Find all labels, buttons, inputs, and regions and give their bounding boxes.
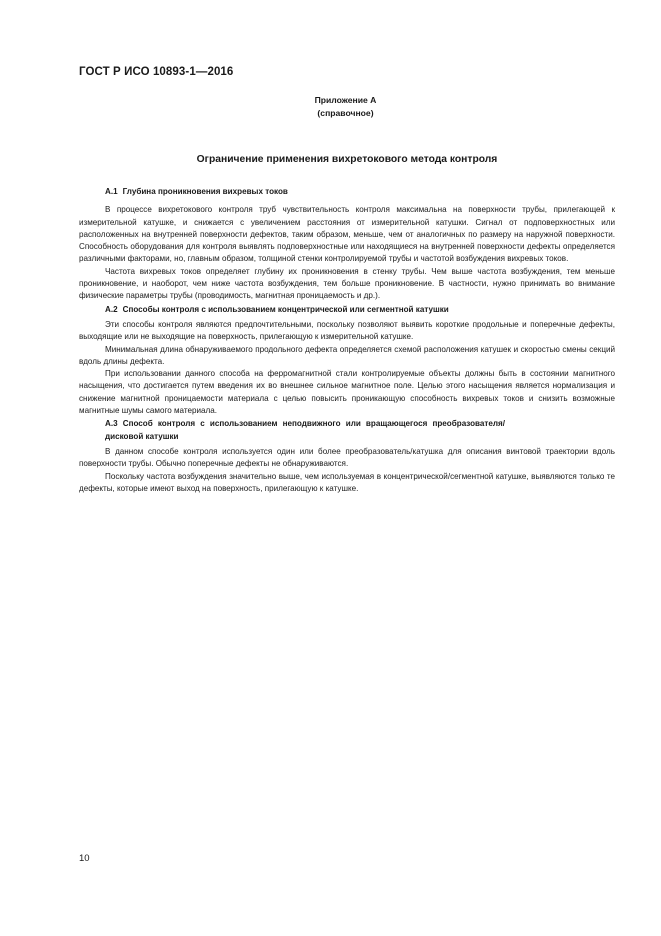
section-number: А.3: [105, 419, 118, 429]
section-heading-a3: [79, 418, 505, 443]
appendix-title: Приложение А: [314, 95, 377, 105]
paragraph: Эти способы контроля являются предпочтительными, поскольку позволяют выявить короткие продольные и поперечные дефекты, выходящие или не выходящие на поверхность, прилегающую к измерительной катушке.: [79, 319, 615, 342]
paragraph: Поскольку частота возбуждения значительно выше, чем используемая в концентрической/сегментной катушке, выявляются только те дефекты, которые имеют выход на поверхность, прилегающую к катушке.: [79, 471, 615, 493]
section-title: Способ контроля с использованием неподвижного или вращающегося преобразователя/дисковой катушки: [105, 419, 506, 441]
section-heading-a2: [79, 304, 615, 316]
page-number: 10: [79, 853, 90, 864]
paragraph: В данном способе контроля используется один или более преобразователь/катушка для описания винтовой траектории вдоль поверхности трубы. Обычно поперечные дефекты не обнаруживаются.: [79, 446, 615, 469]
appendix-heading: [0, 94, 661, 120]
section-title: Способы контроля с использованием концентрической или сегментной катушки: [122, 304, 449, 314]
section-number: А.1: [105, 187, 118, 196]
section-title: Глубина проникновения вихревых токов: [122, 187, 288, 196]
section-heading-a1: [79, 186, 615, 198]
appendix-subtitle: (справочное): [317, 108, 374, 118]
paragraph: Частота вихревых токов определяет глубину их проникновения в стенку трубы. Чем выше частота возбуждения, тем меньше проникновение, и наоборот, чем ниже частота возбуждения, тем больше проникновение. В частности, нужно принимать во внимание физические параметры трубы (проводимость, магнитная проницаемость и др.).: [79, 266, 615, 301]
paragraph: В процессе вихретокового контроля труб чувствительность контроля максимальна на поверхности трубы, прилегающей к измерительной катушке, и снижается с увеличением расстояния от измерительной катушки. Сигнал от подповерхностных или расположенных на внутренней поверхности дефектов, таким образом, меньше, чем от аналогичных по размеру на наружной поверхности. Способность оборудования для контроля выявлять подповерхностные или находящиеся на внутренней поверхности дефекты определяется различными факторами, но, главным образом, толщиной стенки контролируемой трубы и частотой возбуждения вихревых токов.: [79, 205, 615, 264]
document-id: ГОСТ Р ИСО 10893-1—2016: [79, 66, 234, 78]
section-number: А.2: [105, 304, 118, 314]
paragraph: Минимальная длина обнаруживаемого продольного дефекта определяется схемой расположения катушек и скоростью смены секций вдоль длины дефекта.: [79, 344, 615, 366]
page-title: Ограничение применения вихретокового метода контроля: [196, 154, 498, 165]
document-body: [79, 185, 615, 495]
paragraph: При использовании данного способа на ферромагнитной стали контролируемые объекты должны быть в состоянии магнитного насыщения, что достигается путем введения их во внешнее сильное магнитное поле. Целью этого насыщения является нормализация и снижение магнитной проницаемости материала с целью повысить проникающую способность вихревых токов и снизить возможные магнитные шумы самого материала.: [79, 369, 615, 416]
